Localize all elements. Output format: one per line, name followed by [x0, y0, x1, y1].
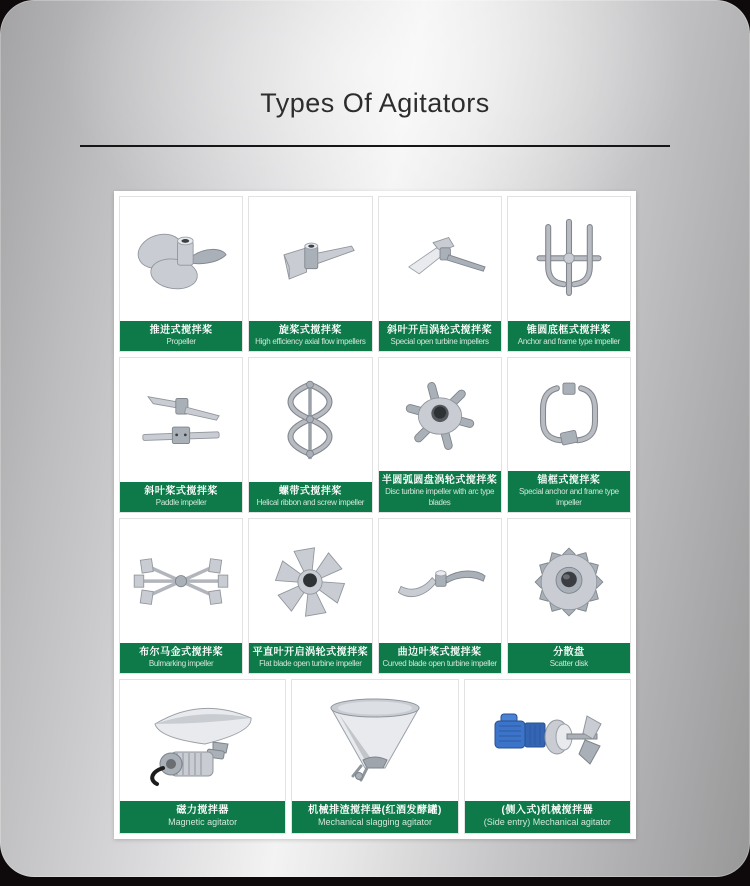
agitator-name-zh: 曲边叶桨式搅拌桨: [397, 646, 482, 658]
agitator-name-zh: 锚框式搅拌桨: [537, 475, 601, 487]
agitator-label: [249, 643, 371, 673]
agitator-card-flat-blade-turbine: [248, 518, 372, 674]
agitator-name-en: Propeller: [166, 336, 196, 346]
agitator-name-zh: 旋桨式搅拌桨: [278, 324, 342, 336]
title-underline: [80, 145, 670, 147]
agitator-name-en: Curved blade open turbine impeller: [382, 658, 497, 668]
agitator-card-propeller: [119, 196, 243, 352]
open-turbine-impeller-icon: [379, 197, 501, 321]
flat-blade-turbine-icon: [249, 519, 371, 643]
agitator-card-open-turbine: [378, 196, 502, 352]
agitator-label: [120, 321, 242, 351]
paddle-impeller-icon: [120, 358, 242, 482]
agitator-card-scatter-disk: [507, 518, 631, 674]
agitator-card-helical-ribbon: [248, 357, 372, 513]
agitator-name-en: Magnetic agitator: [168, 817, 238, 828]
agitator-card-axial-flow: [248, 196, 372, 352]
curved-blade-impeller-icon: [379, 519, 501, 643]
agitator-grid-panel: [114, 191, 636, 839]
helical-ribbon-impeller-icon: [249, 358, 371, 482]
agitator-label: [508, 471, 630, 512]
special-anchor-frame-impeller-icon: [508, 358, 630, 471]
anchor-frame-impeller-icon: [508, 197, 630, 321]
agitator-card-disc-turbine: [378, 357, 502, 513]
agitator-label: [465, 801, 630, 833]
agitator-name-zh: 平直叶开启涡轮式搅拌桨: [252, 646, 369, 658]
agitator-label: [249, 321, 371, 351]
agitator-name-en: Helical ribbon and screw impeller: [256, 497, 365, 507]
agitator-label: [379, 321, 501, 351]
propeller-icon: [120, 197, 242, 321]
agitator-name-en: Anchor and frame type impeller: [517, 336, 620, 346]
agitator-card-anchor-frame: [507, 196, 631, 352]
agitator-name-zh: 锥圆底框式搅拌桨: [526, 324, 611, 336]
agitator-name-zh: 推进式搅拌桨: [149, 324, 213, 336]
agitator-name-en: Bulmarking impeller: [148, 658, 214, 668]
agitator-name-en: (Side entry) Mechanical agitator: [483, 817, 611, 828]
page-title: Types Of Agitators: [260, 88, 490, 118]
agitator-label: [508, 643, 630, 673]
agitator-name-zh: 斜叶开启涡轮式搅拌桨: [387, 324, 493, 336]
scatter-disk-icon: [508, 519, 630, 643]
agitator-name-en: Special anchor and frame type impeller: [518, 487, 619, 507]
agitator-name-zh: 斜叶桨式搅拌桨: [144, 485, 218, 497]
agitator-label: [379, 643, 501, 673]
agitator-name-zh: 分散盘: [553, 646, 585, 658]
agitator-name-en: Flat blade open turbine impeller: [259, 658, 362, 668]
agitator-name-en: Mechanical slagging agitator: [317, 817, 433, 828]
agitator-card-bulmarking: [119, 518, 243, 674]
agitator-name-zh: 螺带式搅拌桨: [278, 485, 342, 497]
agitator-name-en: Paddle impeller: [155, 497, 207, 507]
agitator-card-curved-blade: [378, 518, 502, 674]
agitator-label: [120, 482, 242, 512]
agitator-label: [120, 801, 285, 833]
agitator-card-paddle: [119, 357, 243, 513]
disc-turbine-impeller-icon: [379, 358, 501, 471]
agitator-name-en: High efficiency axial flow impellers: [255, 336, 366, 346]
agitator-grid-bottom-row: [119, 679, 631, 834]
slagging-agitator-icon: [292, 680, 457, 801]
agitator-label: [379, 471, 501, 512]
agitator-name-en: Scatter disk: [549, 658, 588, 668]
agitator-name-zh: 机械排渣搅拌器(红酒发酵罐): [308, 805, 442, 817]
agitator-name-zh: 布尔马金式搅拌桨: [139, 646, 224, 658]
agitator-name-zh: 半圆弧圆盘涡轮式搅拌桨: [381, 475, 498, 487]
agitator-name-en: Special open turbine impellers: [390, 336, 489, 346]
agitator-label: [292, 801, 457, 833]
axial-flow-impeller-icon: [249, 197, 371, 321]
magnetic-agitator-icon: [120, 680, 285, 801]
agitator-name-en: Disc turbine impeller with arc type blades: [385, 487, 495, 507]
agitator-card-special-anchor: [507, 357, 631, 513]
agitator-grid: [119, 196, 631, 674]
bulmarking-impeller-icon: [120, 519, 242, 643]
agitator-card-side-entry: [464, 679, 631, 834]
agitator-label: [249, 482, 371, 512]
side-entry-agitator-icon: [465, 680, 630, 801]
agitator-card-magnetic: [119, 679, 286, 834]
agitator-card-slagging: [291, 679, 458, 834]
agitator-label: [508, 321, 630, 351]
agitator-name-zh: (侧入式)机械搅拌器: [501, 805, 594, 817]
agitator-label: [120, 643, 242, 673]
agitator-name-zh: 磁力搅拌器: [176, 805, 229, 817]
